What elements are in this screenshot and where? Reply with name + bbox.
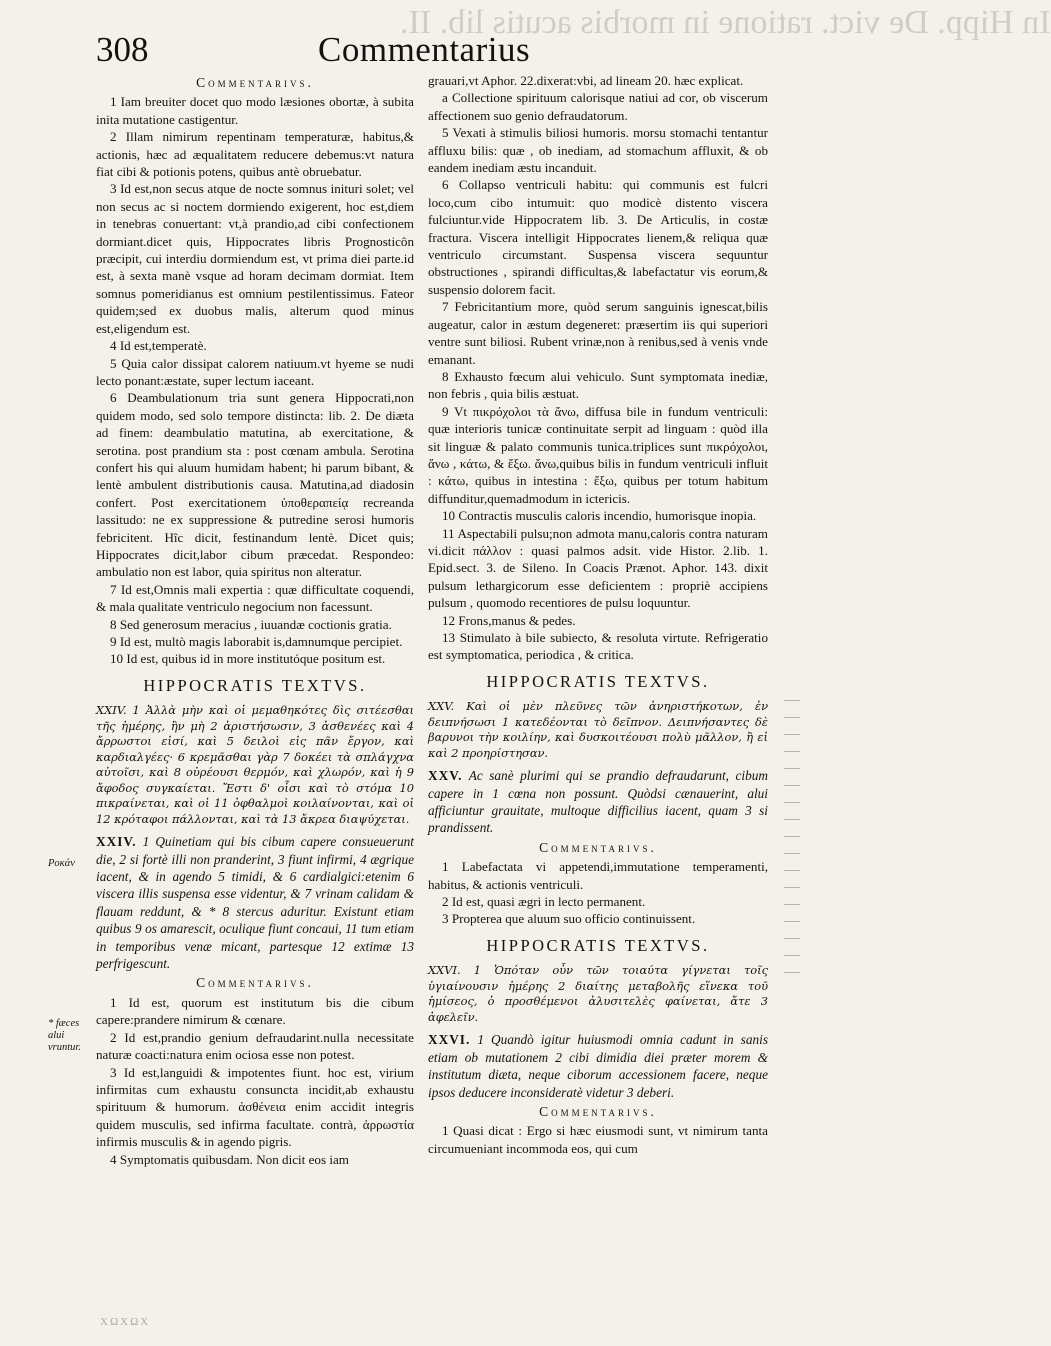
latin-text-xxvi (428, 1031, 768, 1101)
bleed-through-text: In Hipp. De vict. ratione in morbis acutis lib. II. (400, 4, 1051, 41)
commentary-continuation: grauari,vt Aphor. 22.dixerat:vbi, ad lineam 20. hæc explicat. (428, 73, 744, 88)
margin-note-faeces (48, 1018, 94, 1054)
commentary-note: 10 Contractis musculis caloris incendio, humorisque inopia. (442, 508, 757, 524)
commentary-note: 5 Vexati à stimulis biliosi humoris. morsu stomachi tentantur affluxu bilis: quæ , ob inediam, ad stomachum affluxit, & ob eandem inediam æstu incanduit. (428, 125, 768, 176)
page-edge-shadow (784, 700, 800, 980)
commentary-note: 9 Vt πικρόχολοι τὰ ἄνω, diffusa bile in fundum ventriculi: quæ interioris tunicæ continuitate serpit ad linguam : quòd illa sit linguæ & palato communis tunica.triplices sunt πικρόχολοι, ἄνω , κάτω, & ἔξω. ἄνω,quibus bilis in fundum ventriculi influit : κάτω, quibus in intestina : ἔξω, quibus per totum habitum diffunditur,quemadmodum in ictericis. (428, 403, 768, 506)
commentary-note: 1 Labefactata vi appetendi,immutatione temperamenti, habitus, & actionis ventriculi. (428, 859, 768, 892)
greek-text-xxvi: ΧΧVΙ. 1 Ὁπόταν οὖν τῶν τοιαύτα γίγνεται τοῖς ὑγιαίνουσιν ἡμέρης 2 διαίτης μεταβολῆς εἵνεκα τοῦ ἡμίσεος, ὁ προσθέμενοι ἀλυσιτελὲς φαίνεται, ἄτε 3 ἀφελεῖν. (428, 963, 768, 1024)
commentary-note: 4 Symptomatis quibusdam. Non dicit eos iam (110, 1151, 349, 1167)
commentary-note: 12 Frons,manus & pedes. (442, 612, 576, 628)
hippocratis-textus-heading: HIPPOCRATIS TEXTVS. (486, 935, 710, 955)
commentarius-heading: Commentarivs. (539, 1103, 657, 1119)
commentary-note: 2 Id est, quasi ægri in lecto permanent. (442, 894, 646, 910)
latin-text-xxv (428, 767, 768, 837)
commentarius-heading: Commentarivs. (196, 975, 314, 991)
commentary-note: 9 Id est, multò magis laborabit is,damnumque percipiet. (110, 634, 403, 649)
latin-translation: Ac sanè plurimi qui se prandio defraudarunt, cibum capere in 1 cœna non possunt. Quòdsi cænauerint, alui afficiuntur grauitate, multoque difficilius iacent, quam 3 si prandissent. (428, 768, 768, 836)
commentary-note: 6 Deambulationum tria sunt genera Hippocrati,non quidem modo, sed solo tempore distincta: lib. 2. De diæta ad finem: deambulatio matutina, ab exercitatione, & serotina. post prandium sta : post cœnam ambula. Serotina confert his qui aluum humidam habent; hi parum bibant, & lentè ambulent distributionis causa. Matutina,ad diadosin confert. Post exercitationem ὑποθεραπείᾳ recreanda lassitudo: ne ex suppressione & putredine serosi humoris febricitent. Hîc dicit, festinandum lentè. Dicet quis; Hippocrates dicit,labor cibum præcedat. Respondeo: ambulatio non est labor, quia spiritus non alteratur. (96, 390, 414, 580)
commentary-note: 1 Quasi dicat : Ergo si hæc eiusmodi sunt, vt nimirum tanta circumueniant incommoda eos, qui cum (428, 1123, 768, 1156)
commentary-note: 8 Sed generosum meracius , iuuandæ coctionis gratia. (110, 616, 392, 632)
left-column (96, 72, 414, 1168)
commentary-note: 3 Id est,languidi & impotentes fiunt. hoc est, virium infirmitas cum exhaustu consuncta incidit,ab exhaustu spirituum & humorum. ἀσθένεια enim accidit integris quidem musculis, sed infirma facultate. contrà, ἀρρωστία infirmis musculis & in agendo pigris. (96, 1064, 414, 1150)
section-tag: XXIV. (96, 834, 137, 850)
commentarius-heading: Commentarivs. (196, 75, 314, 90)
running-head: Commentarius (318, 30, 531, 69)
commentary-note: 5 Quia calor dissipat calorem natiuum.vt hyeme se nudi lecto ponant:æstate, super lectum iaceant. (96, 355, 414, 388)
commentarius-heading: Commentarivs. (539, 839, 657, 855)
greek-text-xxv: ΧΧV. Καὶ οἱ μὲν πλεῦνες τῶν ἀνηριστήκοτων, ἐν δειπνήσωσι 1 κατεδέονται τὸ δεῖπνον. Δειπνήσαντες δὲ βαρυνοι τὴν κοιλίην, καὶ δυσκοιτέουσι πολὺ μᾶλλον, ἢ εἰ καὶ 2 προηρίστησαν. (428, 699, 768, 760)
latin-text-xxiv (96, 833, 414, 972)
commentary-note: 3 Propterea que aluum suo officio continuissent. (442, 911, 696, 927)
section-tag: XXV. (428, 768, 463, 784)
hippocratis-textus-heading: HIPPOCRATIS TEXTVS. (486, 671, 710, 691)
commentary-note: 1 Id est, quorum est institutum bis die cibum capere:prandere nimirum & cœnare. (96, 994, 414, 1028)
commentary-note: 11 Aspectabili pulsu;non admota manu,caloris contra naturam vi.dicit πάλλον : quasi palmos adsit. vide Histor. 2.lib. 1. Epid.sect. 3. de Sileno. In Coacis Prænot. Aphor. 143. dixit pulsum lethargicorum esse deficientem : propriè accipiens pulsum , quomodo recentiores de pulsu loquuntur. (428, 525, 768, 611)
commentary-note: a Collectione spirituum calorisque natiui ad cor, ob viscerum affectionem suo genio defraudatorum. (428, 90, 768, 123)
commentary-note: 2 Illam nimirum repentinam temperaturæ, habitus,& actionis, hæc ad æqualitatem reducere debemus:vt natura fiat cibi & potionis potens, quibus antè obruebatur. (96, 129, 414, 180)
commentary-note: 7 Id est,Omnis mali expertia : quæ difficultate coquendi, & mala qualitate ventriculo negocium non facessunt. (96, 581, 414, 615)
margin-note-line: vruntur. (48, 1042, 81, 1053)
commentary-note: 4 Id est,temperatè. (110, 338, 207, 354)
commentary-note: 3 Id est,non secus atque de nocte somnus inituri solet; vel non secus ac si noctem dormiendo exigerent, hoc est,diem in tenebras conuertant: vt,à prandio,ad cibi confectionem dormiant.dicet quis, Hippocrates libris Prognosticôn præcipit, cui interdiu dormiendum est, vt prima diei parte.id est, à sexta manè vsque ad horam decimam dormiat. Item somnus pomeridianus est omnium pestilentissimus. Fateor quidem;sed ex duobus malis, alterum quod minus est,eligendum est. (96, 181, 414, 336)
commentary-note: 10 Id est, quibus id in more institutóque positum est. (110, 651, 386, 667)
commentary-note: 7 Febricitantium more, quòd serum sanguinis ignescat,bilis augeatur, calor in æstum degeneret: præsertim iis qui superiori ventre sunt biliosi. Rubent vrinæ,non à renibus,sed à venis vnde emanant. (428, 299, 768, 367)
section-tag: XXVI. (428, 1032, 471, 1048)
latin-translation: 1 Quandò igitur huiusmodi omnia cadunt in sanis etiam ob mutationem 2 cibi dimidia diei præter morem & institutum diæta, neque ciborum accessionem facere, neque ipsos deducere inconsideratè videtur 3 deberi. (428, 1032, 768, 1100)
latin-translation: 1 Quinetiam qui bis cibum capere consueuerunt die, 2 si fortè illi non pranderint, 3 fiunt infirmi, 4 ægrique iacent, & in agendo 5 timidi, & 6 cardialgici:etenim 6 viscera illis suspensa esse videntur, & 7 vrinam calidam & flauam reddunt, & * 8 stercus aduritur. Existunt etiam quibus 9 os amarescit, oculique fiunt concaui, 11 tum etiam in temporibus venæ micant, partesque 12 extimæ 13 perfrigescunt. (96, 834, 414, 972)
commentary-note: 1 Iam breuiter docet quo modo læsiones obortæ, à subita inita mutatione castigentur. (96, 94, 414, 127)
commentary-note: 13 Stimulato à bile subiecto, & resoluta virtute. Refrigeratio est symptomatica, periodica , & critica. (428, 630, 768, 663)
commentary-note: 2 Id est,prandio genium defraudarint.nulla necessitate naturæ coacti:natura enim ociosa esse non potest. (96, 1029, 414, 1063)
margin-note-greek: Ροκάν (48, 858, 75, 869)
margin-note-line: * fæces alui (48, 1018, 80, 1041)
hippocratis-textus-heading: HIPPOCRATIS TEXTVS. (143, 675, 367, 695)
commentary-note: 8 Exhausto fœcum alui vehiculo. Sunt symptomata inediæ, non febris , quia bilis æstuat. (428, 368, 768, 402)
right-column (428, 72, 768, 1157)
greek-text-xxiv: ΧΧΙV. 1 Ἀλλὰ μὴν καὶ οἱ μεμαθηκότες δὶς σιτέεσθαι τῆς ἡμέρης, ἢν μὴ 2 ἀριστήσωσιν, 3 ἀσθενέες καὶ 4 ἄρρωστοι εἰσί, καὶ 5 δειλοὶ εἰς πᾶν ἔργον, καὶ καρδιαλγέες· 6 κρεμᾶσθαι γὰρ 7 δοκέει τὰ σπλάγχνα αὐτοῖσι, καὶ 8 οὐρέουσι θερμόν, καὶ χλωρόν, καὶ ἡ 9 ἄφοδος συγκαίεται. Ἔστι δ' οἷσι καὶ τὸ στόμα 10 πικραίνεται, καὶ οἱ 11 ὀφθαλμοὶ κοιλαίνονται, καὶ οἱ 12 κρόταφοι πάλλονται, καὶ τὰ 13 ἄκρεα διαψύχεται. (96, 703, 414, 826)
page-number: 308 (96, 30, 149, 69)
commentary-note: 6 Collapso ventriculi habitu: qui communis est fulcri loco,cum cibo intumuit: quo modicè distento viscera fulciuntur.vide Hippocratem lib. 3. De Articulis, in costæ fractura. Viscera intelligit Hippocrates lienem,& reliqua quæ ventriculo circumstant. Suspensa viscera sequuntur obstructiones , spirandi difficultas,& labefactatur vis eorum,& suspensio dolorem facit. (428, 177, 768, 297)
footer-faint-text: ΧΩΧΩΧ (100, 1316, 151, 1328)
